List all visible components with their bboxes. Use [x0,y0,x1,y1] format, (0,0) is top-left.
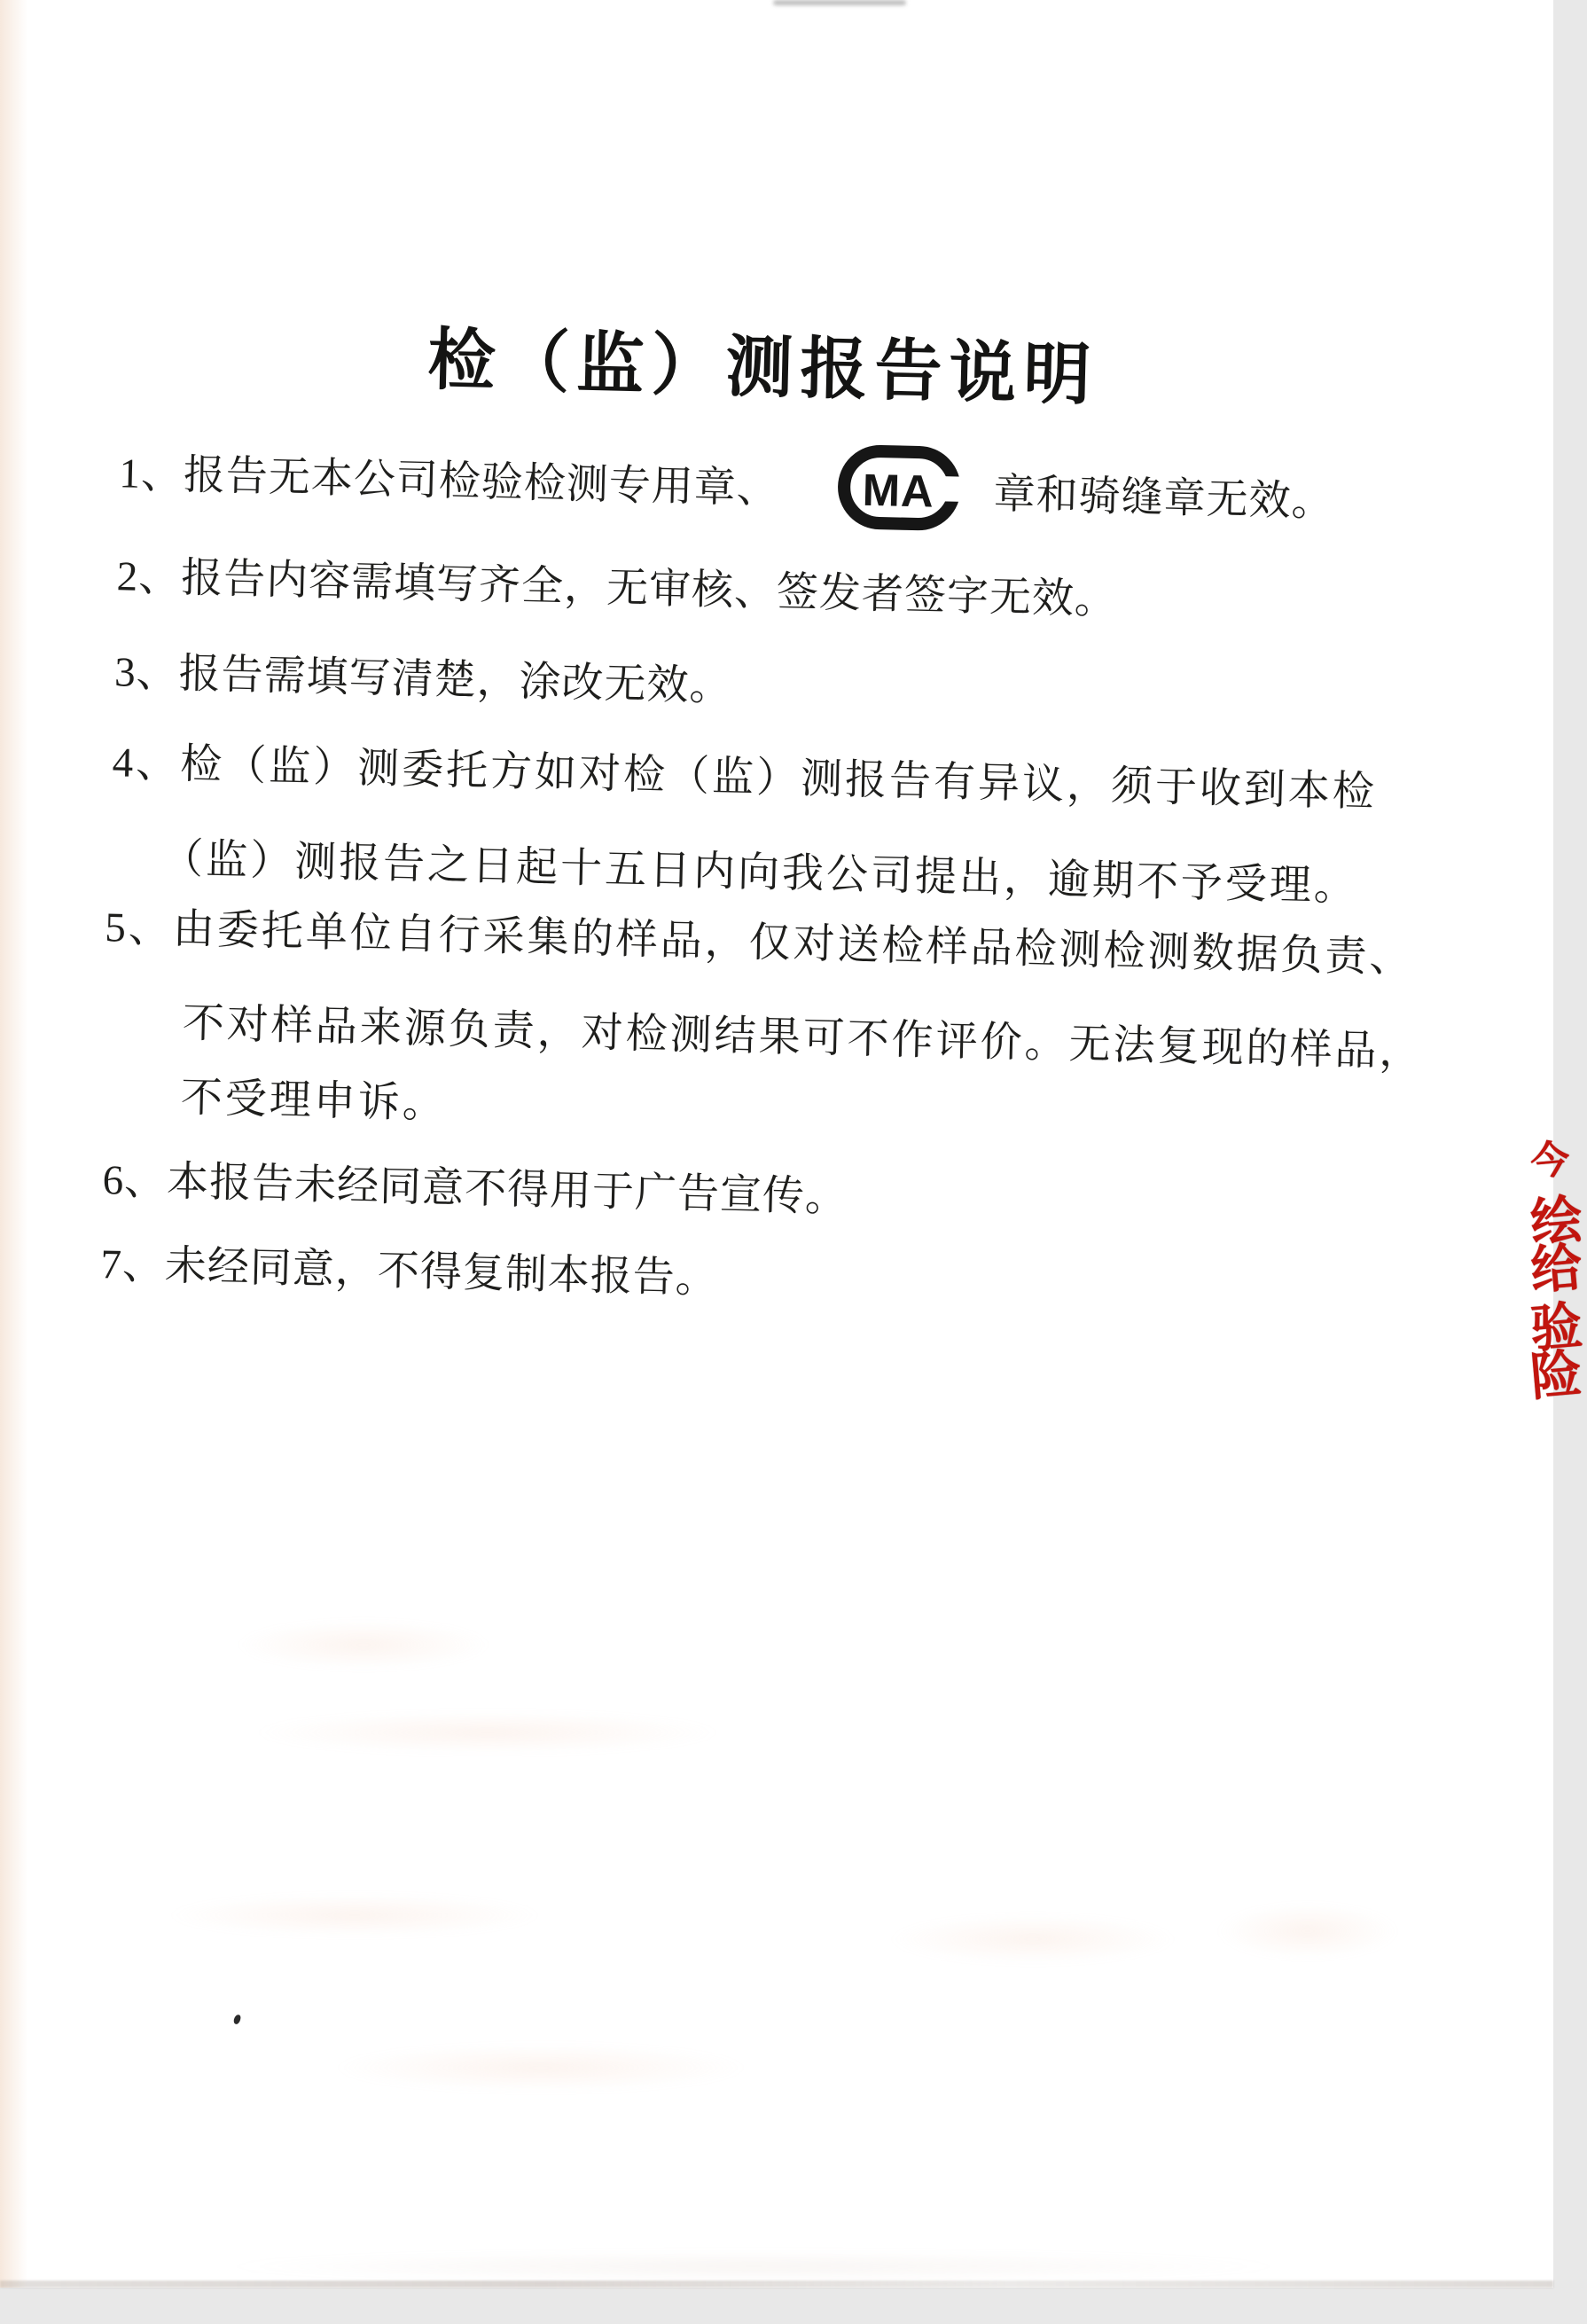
item-5-text-line-1: 由委托单位自行采集的样品，仅对送检样品检测检测数据负责、 [172,905,1415,982]
item-3-text: 报告需填写清楚，涂改无效。 [178,650,733,710]
bleed-through-smudge [266,2036,816,2100]
bleed-through-smudge [195,1612,532,1678]
item-4-text-line-1: 检（监）测委托方如对检（监）测报告有异议，须于收到本检 [179,741,1378,816]
item-5-number: 5、 [104,904,174,952]
bleed-through-smudge [842,1906,1223,1972]
notice-item-6 [102,1158,848,1221]
notice-item-5-line-2 [182,1001,1424,1076]
item-5-text-line-2: 不对样品来源负责，对检测结果可不作评价。无法复现的样品， [182,1000,1425,1076]
item-2-text: 报告内容需填写齐全，无审核、签发者签字无效。 [180,554,1118,623]
item-1-text-after-seal: 章和骑缝章无效。 [993,471,1335,526]
item-6-number: 6、 [102,1157,168,1205]
notice-item-5-line-3 [180,1076,447,1128]
bleed-through-smudge [106,1887,603,1944]
edge-seal-fragment: 今 [1528,1137,1572,1185]
item-6-text: 本报告未经同意不得用于广告宣传。 [166,1158,848,1221]
notice-item-4-line-1 [112,740,1377,816]
bleed-through-smudge [177,1704,798,1761]
item-7-number: 7、 [99,1241,166,1289]
item-1-number: 1、 [118,450,184,499]
notice-item-1 [118,426,1335,552]
notice-item-5-line-1 [105,905,1414,982]
edge-seal-fragment: 绘 [1528,1190,1585,1253]
bleed-through-smudge [1188,1894,1427,1968]
edge-seal-fragment: 险 [1528,1344,1585,1407]
page-title: 检（监）测报告说明 [426,323,1099,414]
scan-edge-shadow [0,0,30,2288]
notice-item-7 [100,1242,719,1303]
item-4-text-line-2: （监）测报告之日起十五日内向我公司提出，逾期不予受理。 [160,835,1359,911]
item-2-number: 2、 [116,553,182,601]
cma-certification-mark-icon [834,442,963,543]
scan-smudge [773,0,906,5]
edge-seal-fragment: 验 [1528,1296,1585,1359]
item-5-text-line-3: 不受理申诉。 [180,1075,448,1128]
notice-item-2 [116,554,1117,623]
item-7-text: 未经同意，不得复制本报告。 [164,1242,719,1303]
cma-seal-icon [835,442,963,532]
notice-item-4-line-2 [161,837,1359,911]
item-4-number: 4、 [112,739,181,788]
item-1-text-before-seal: 报告无本公司检验检测专用章、 [183,452,780,513]
edge-seal-fragment: 给 [1528,1238,1585,1301]
cma-letters: MA [861,464,934,517]
bleed-through-smudge [89,2247,1419,2286]
item-3-number: 3、 [113,649,180,697]
notice-item-3 [114,650,733,710]
cma-c-opening [942,476,961,502]
